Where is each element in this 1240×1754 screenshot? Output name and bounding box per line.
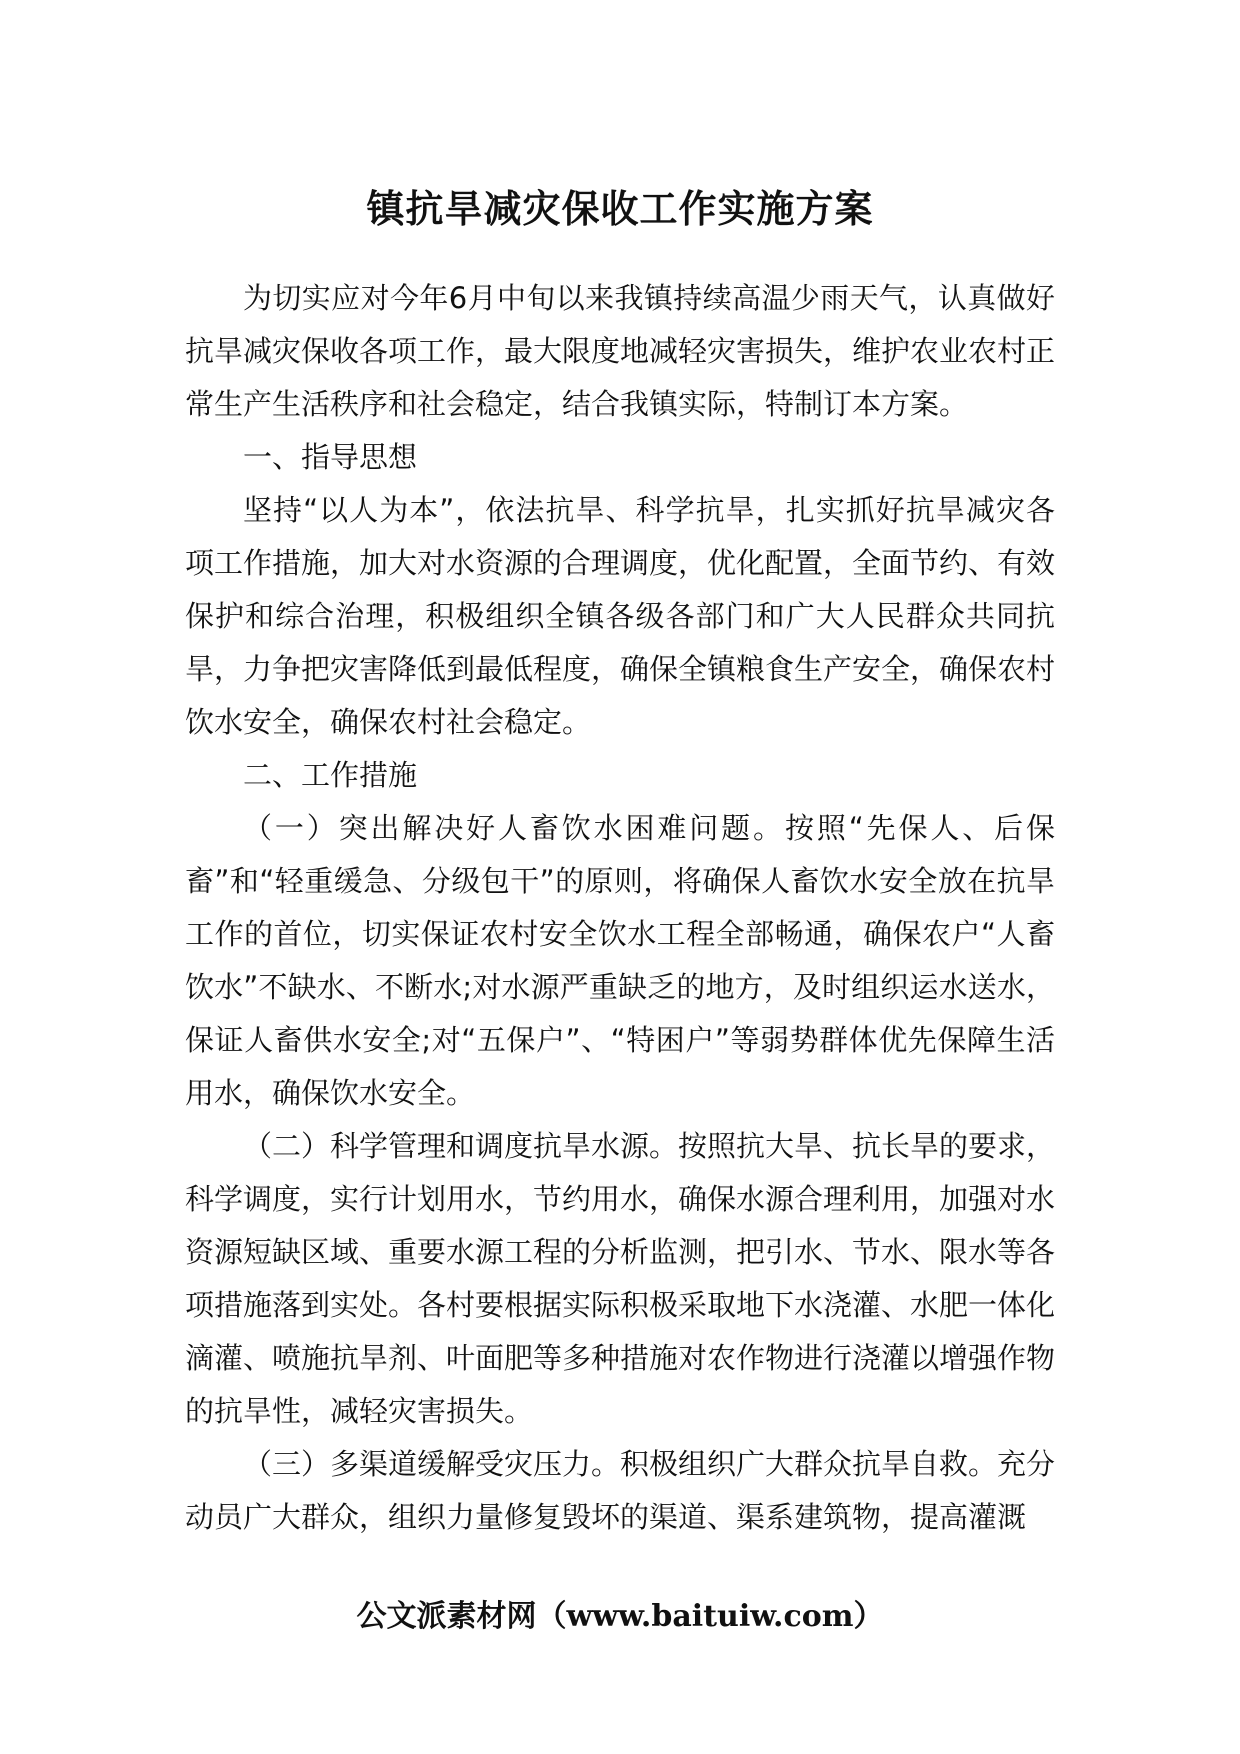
paragraph-guiding-ideology: 坚持“以人为本”，依法抗旱、科学抗旱，扎实抓好抗旱减灾各项工作措施，加大对水资源的合理调度，优化配置，全面节约、有效保护和综合治理，积极组织全镇各级各部门和广大人民群众共同抗旱，力争把灾害降低到最低程度，确保全镇粮食生产安全，确保农村饮水安全，确保农村社会稳定。 — [185, 493, 1056, 739]
footer-watermark: 公文派素材网（www.baituiw.com） — [356, 1599, 884, 1634]
section-heading-guiding-ideology: 一、指导思想 — [243, 440, 418, 474]
document-body — [185, 272, 1055, 1544]
document-title: 镇抗旱减灾保收工作实施方案 — [366, 186, 874, 231]
paragraph-measure-3: （三）多渠道缓解受灾压力。积极组织广大群众抗旱自救。充分动员广大群众，组织力量修复毁坏的渠道、渠系建筑物，提高灌溉 — [185, 1447, 1056, 1534]
paragraph-measure-1: （一）突出解决好人畜饮水困难问题。按照“先保人、后保畜”和“轻重缓急、分级包干”的原则，将确保人畜饮水安全放在抗旱工作的首位，切实保证农村安全饮水工程全部畅通，确保农户“人畜饮水”不缺水、不断水;对水源严重缺乏的地方，及时组织运水送水，保证人畜供水安全;对“五保户”、“特困户”等弱势群体优先保障生活用水，确保饮水安全。 — [185, 811, 1055, 1110]
paragraph-measure-2: （二）科学管理和调度抗旱水源。按照抗大旱、抗长旱的要求，科学调度，实行计划用水，节约用水，确保水源合理利用，加强对水资源短缺区域、重要水源工程的分析监测，把引水、节水、限水等各项措施落到实处。各村要根据实际积极采取地下水浇灌、水肥一体化滴灌、喷施抗旱剂、叶面肥等多种措施对农作物进行浇灌以增强作物的抗旱性，减轻灾害损失。 — [185, 1129, 1056, 1428]
section-heading-work-measures: 二、工作措施 — [243, 758, 418, 792]
paragraph-intro: 为切实应对今年6月中旬以来我镇持续高温少雨天气，认真做好抗旱减灾保收各项工作，最大限度地减轻灾害损失，维护农业农村正常生产生活秩序和社会稳定，结合我镇实际，特制订本方案。 — [185, 281, 1056, 421]
